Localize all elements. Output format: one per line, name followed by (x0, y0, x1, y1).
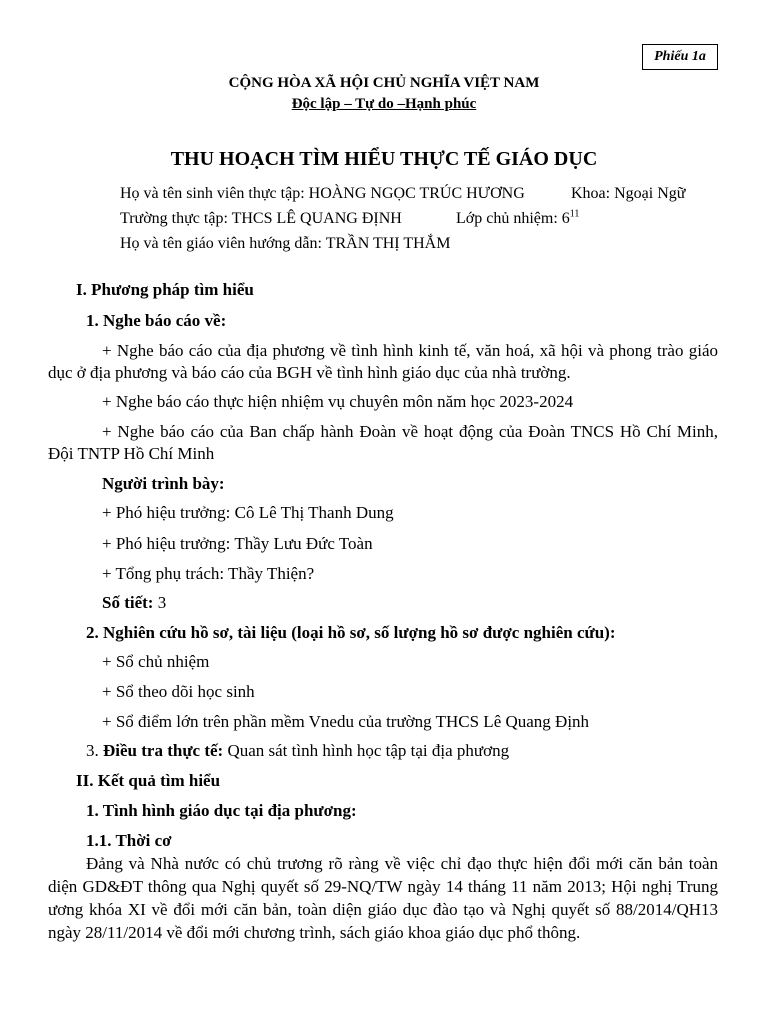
student-name-line: Họ và tên sinh viên thực tập: HOÀNG NGỌC TRÚC HƯƠNG (120, 185, 525, 202)
subsection-2-heading: 2. Nghiên cứu hồ sơ, tài liệu (loại hồ sơ, số lượng hồ sơ được nghiên cứu): (86, 623, 616, 642)
national-title: CỘNG HÒA XÃ HỘI CHỦ NGHĨA VIỆT NAM (228, 75, 540, 91)
form-number-box (642, 44, 718, 70)
homeroom-class-label: Lớp chủ nhiệm: 6 (456, 210, 570, 227)
document-item-1: + Sổ chủ nhiệm (102, 652, 210, 671)
subsection-3-label: Điều tra thực tế: (103, 741, 224, 760)
document-item-2: + Sổ theo dõi học sinh (102, 682, 255, 701)
report-item-1: + Nghe báo cáo của địa phương về tình hình kinh tế, văn hoá, xã hội và phong trào giáo dục ở địa phương và báo cáo của BGH về tình hình giáo dục của nhà trường. (48, 341, 718, 382)
section-2-heading: II. Kết quả tìm hiểu (76, 771, 221, 790)
document-title: THU HOẠCH TÌM HIỂU THỰC TẾ GIÁO DỤC (170, 148, 598, 170)
presenters-heading: Người trình bày: (102, 474, 225, 493)
periods-line (102, 593, 166, 613)
report-item-3: + Nghe báo cáo của Ban chấp hành Đoàn về hoạt động của Đoàn TNCS Hồ Chí Minh, Đội TNTP Hồ Chí Minh (48, 422, 718, 463)
subsection-3-text: Quan sát tình hình học tập tại địa phương (223, 741, 510, 760)
document-item-3: + Sổ điểm lớn trên phần mềm Vnedu của trường THCS Lê Quang Định (102, 712, 590, 731)
homeroom-class-superscript: 11 (569, 208, 580, 220)
periods-label: Số tiết: (102, 593, 154, 612)
subsection-1-1-heading: 1.1. Thời cơ (86, 831, 172, 850)
presenter-3: + Tổng phụ trách: Thầy Thiện? (102, 564, 315, 583)
school-line: Trường thực tập: THCS LÊ QUANG ĐỊNH (120, 210, 402, 227)
subsection-2-1-heading: 1. Tình hình giáo dục tại địa phương: (86, 801, 357, 820)
periods-value: 3 (153, 593, 167, 612)
form-number: Phiếu 1a (654, 49, 706, 64)
presenter-1: + Phó hiệu trưởng: Cô Lê Thị Thanh Dung (102, 503, 394, 522)
faculty-line: Khoa: Ngoại Ngữ (571, 185, 686, 202)
subsection-1-heading: 1. Nghe báo cáo về: (86, 311, 227, 330)
national-motto: Độc lập – Tự do –Hạnh phúc (291, 96, 477, 112)
section-1-heading: I. Phương pháp tìm hiểu (76, 280, 254, 299)
subsection-3-line (86, 741, 509, 761)
supervisor-line: Họ và tên giáo viên hướng dẫn: TRẦN THỊ THẮM (120, 235, 451, 252)
presenter-2: + Phó hiệu trưởng: Thầy Lưu Đức Toàn (102, 534, 373, 553)
report-item-2: + Nghe báo cáo thực hiện nhiệm vụ chuyên môn năm học 2023-2024 (102, 392, 574, 411)
opportunity-paragraph: Đảng và Nhà nước có chủ trương rõ ràng về việc chỉ đạo thực hiện đổi mới căn bản toàn diện GD&ĐT thông qua Nghị quyết số 29-NQ/TW ngày 14 tháng 11 năm 2013; Hội nghị Trung ương khóa XI về đổi mới căn bản, toàn diện giáo dục đào tạo và Nghị quyết số 88/2014/QH13 ngày 28/11/2014 về đổi mới chương trình, sách giáo khoa giáo dục phổ thông. (48, 854, 718, 942)
homeroom-class-line (456, 210, 579, 228)
subsection-3-number: 3. (86, 741, 103, 760)
